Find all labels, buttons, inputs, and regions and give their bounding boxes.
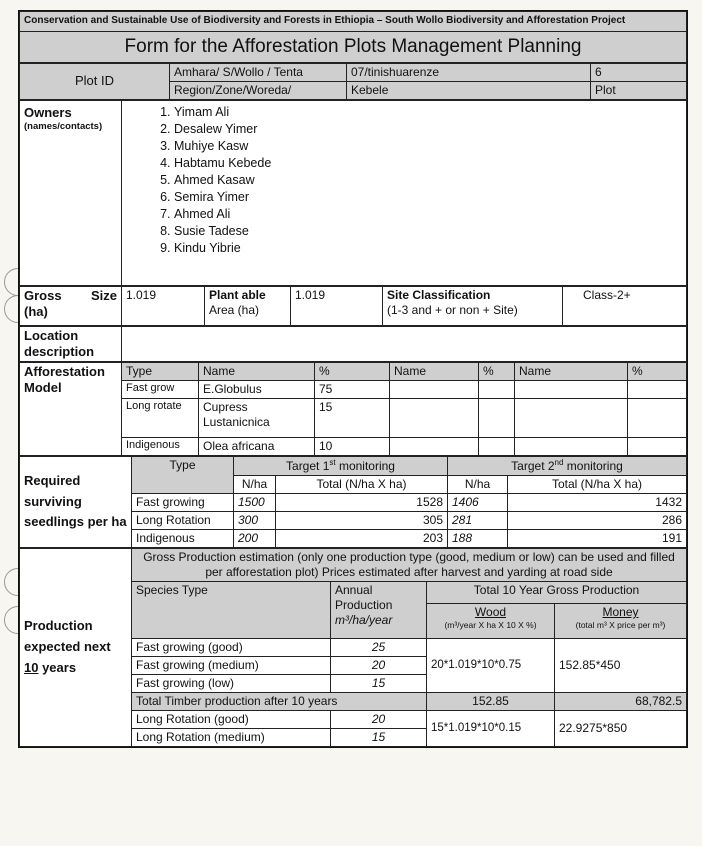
owners-label-cell (20, 100, 122, 285)
plot-value: 6 (591, 63, 687, 81)
project-header: Conservation and Sustainable Use of Biodiversity and Forests in Ethiopia – South Wollo Biodiversity and Afforestation Project (20, 12, 687, 32)
production-note (132, 549, 687, 582)
seedling-n1: 300 (234, 512, 276, 530)
long-wood-calc: 15*1.019*10*0.15 (427, 711, 555, 747)
site-class-label: Site Classification (387, 287, 491, 302)
nha-header-1: N/ha (234, 476, 276, 494)
prod-type: Long Rotation (good) (132, 711, 331, 729)
model-pct-header: % (315, 363, 390, 381)
money-header (555, 604, 687, 639)
site-class-sub: (1-3 and + or non + Site) (387, 302, 518, 317)
production-note-line2: per afforestation plot) Prices estimated after harvest and yarding at road side (205, 565, 613, 579)
money-label: Money (602, 605, 639, 619)
total-timber-money: 68,782.5 (555, 693, 687, 711)
production-note-line1: Gross Production estimation (only one production type (good, medium or low) can be used and filled (143, 550, 675, 564)
seedling-t2: 1432 (508, 494, 687, 512)
kebele-label: Kebele (347, 81, 591, 99)
seedling-n1: 200 (234, 530, 276, 548)
wood-header (427, 604, 555, 639)
total-header-2: Total (N/ha X ha) (508, 476, 687, 494)
seedling-t1: 203 (276, 530, 448, 548)
model-type: Long rotate (122, 399, 199, 438)
total-timber-wood: 152.85 (427, 693, 555, 711)
owner-item: 2. Desalew Yimer (174, 121, 682, 138)
plantable-value: 1.019 (291, 286, 383, 325)
plantable-label: Plant able (209, 287, 266, 302)
seedling-type: Indigenous (132, 530, 234, 548)
owners-label: Owners (24, 104, 72, 120)
model-pct-header-3: % (628, 363, 687, 381)
prod-type: Long Rotation (medium) (132, 729, 331, 747)
annual-b: Production (335, 598, 393, 612)
production-label-b: expected next (24, 639, 111, 655)
prod-annual: 20 (331, 711, 427, 729)
afforestation-model-table (19, 362, 687, 456)
total-header-1: Total (N/ha X ha) (276, 476, 448, 494)
prod-type: Fast growing (good) (132, 639, 331, 657)
prod-type: Fast growing (low) (132, 675, 331, 693)
total-10yr-header: Total 10 Year Gross Production (427, 582, 687, 604)
model-pct: 10 (315, 438, 390, 456)
target2-rest: monitoring (563, 459, 623, 473)
owner-item: 8. Susie Tadese (174, 223, 682, 240)
owner-item: 7. Ahmed Ali (174, 206, 682, 223)
model-name: Olea africana (199, 438, 315, 456)
size-table (19, 286, 687, 326)
seedling-n2: 1406 (448, 494, 508, 512)
owner-item: 5. Ahmed Kasaw (174, 172, 682, 189)
annual-c: m³/ha/year (335, 613, 393, 627)
target1-header (234, 457, 448, 476)
target1-sup: st (329, 458, 336, 467)
plot-label: Plot (591, 81, 687, 99)
plot-id-label: Plot ID (20, 63, 170, 99)
location-label: Location description (20, 326, 122, 362)
seedling-type: Long Rotation (132, 512, 234, 530)
money-formula: (total m³ X price per m³) (575, 620, 666, 630)
model-name: E.Globulus (199, 381, 315, 399)
model-pct-header-2: % (479, 363, 515, 381)
seedlings-type-header: Type (132, 457, 234, 494)
model-pct: 15 (315, 399, 390, 438)
long-money-calc: 22.9275*850 (555, 711, 687, 747)
model-name-header-2: Name (390, 363, 479, 381)
seedling-t1: 1528 (276, 494, 448, 512)
annual-header (331, 582, 427, 639)
owners-sublabel: (names/contacts) (24, 120, 103, 132)
owners-list-cell (122, 100, 687, 285)
model-type-header: Type (122, 363, 199, 381)
owner-item: 6. Semira Yimer (174, 189, 682, 206)
seedlings-label: Required surviving seedlings per ha (20, 457, 132, 548)
prod-annual: 20 (331, 657, 427, 675)
model-type: Fast grow (122, 381, 199, 399)
production-label-num: 10 (24, 659, 39, 675)
model-name-header: Name (199, 363, 315, 381)
target2-sup: nd (554, 458, 564, 467)
gross-label-b: Size (90, 287, 117, 303)
owner-item: 3. Muhiye Kasw (174, 138, 682, 155)
annual-a: Annual (335, 583, 373, 597)
species-type-header: Species Type (132, 582, 331, 639)
seedlings-table (19, 456, 687, 548)
target2-main: Target 2 (511, 459, 555, 473)
gross-size-value: 1.019 (122, 286, 205, 325)
kebele-value: 07/tinishuarenze (347, 63, 591, 81)
seedling-t2: 191 (508, 530, 687, 548)
production-label-cell (20, 549, 132, 747)
model-name: Cupress Lustanicnica (199, 399, 315, 438)
location-value (122, 326, 687, 362)
fast-wood-calc: 20*1.019*10*0.75 (427, 639, 555, 693)
prod-annual: 15 (331, 675, 427, 693)
model-pct: 75 (315, 381, 390, 399)
owners-list (126, 104, 682, 257)
owner-item: 4. Habtamu Kebede (174, 155, 682, 172)
wood-label: Wood (474, 605, 507, 619)
plantable-sub: Area (ha) (209, 302, 260, 317)
prod-annual: 25 (331, 639, 427, 657)
owner-item: 1. Yimam Ali (174, 104, 682, 121)
site-class-label-cell (383, 286, 563, 325)
seedling-n1: 1500 (234, 494, 276, 512)
total-timber-label: Total Timber production after 10 years (132, 693, 427, 711)
prod-annual: 15 (331, 729, 427, 747)
seedling-type: Fast growing (132, 494, 234, 512)
target1-rest: monitoring (335, 459, 395, 473)
wood-formula: (m³/year X ha X 10 X %) (444, 620, 537, 630)
location-table (19, 326, 687, 363)
gross-label-c: (ha) (24, 303, 48, 319)
target2-header (448, 457, 687, 476)
owner-item: 9. Kindu Yibrie (174, 240, 682, 257)
site-class-value: Class-2+ (563, 286, 687, 325)
gross-label-a: Gross (24, 287, 62, 303)
seedling-n2: 188 (448, 530, 508, 548)
seedling-t1: 305 (276, 512, 448, 530)
region-value: Amhara/ S/Wollo / Tenta (170, 63, 347, 81)
gross-size-label (20, 286, 122, 325)
seedling-t2: 286 (508, 512, 687, 530)
afforestation-model-label: Afforestation Model (20, 363, 122, 456)
plot-id-table (19, 63, 687, 100)
production-table (19, 548, 687, 747)
form-page (18, 10, 688, 748)
model-name-header-3: Name (515, 363, 628, 381)
plantable-label-cell (205, 286, 291, 325)
owners-table (19, 100, 687, 286)
model-type: Indigenous (122, 438, 199, 456)
header-table (19, 11, 687, 63)
form-title: Form for the Afforestation Plots Management Planning (20, 31, 687, 62)
region-label: Region/Zone/Woreda/ (170, 81, 347, 99)
prod-type: Fast growing (medium) (132, 657, 331, 675)
production-label-c (24, 658, 127, 679)
seedling-n2: 281 (448, 512, 508, 530)
production-label-rest: years (38, 659, 77, 675)
production-label-a: Production (24, 618, 93, 634)
fast-money-calc: 152.85*450 (555, 639, 687, 693)
nha-header-2: N/ha (448, 476, 508, 494)
target1-main: Target 1 (286, 459, 330, 473)
